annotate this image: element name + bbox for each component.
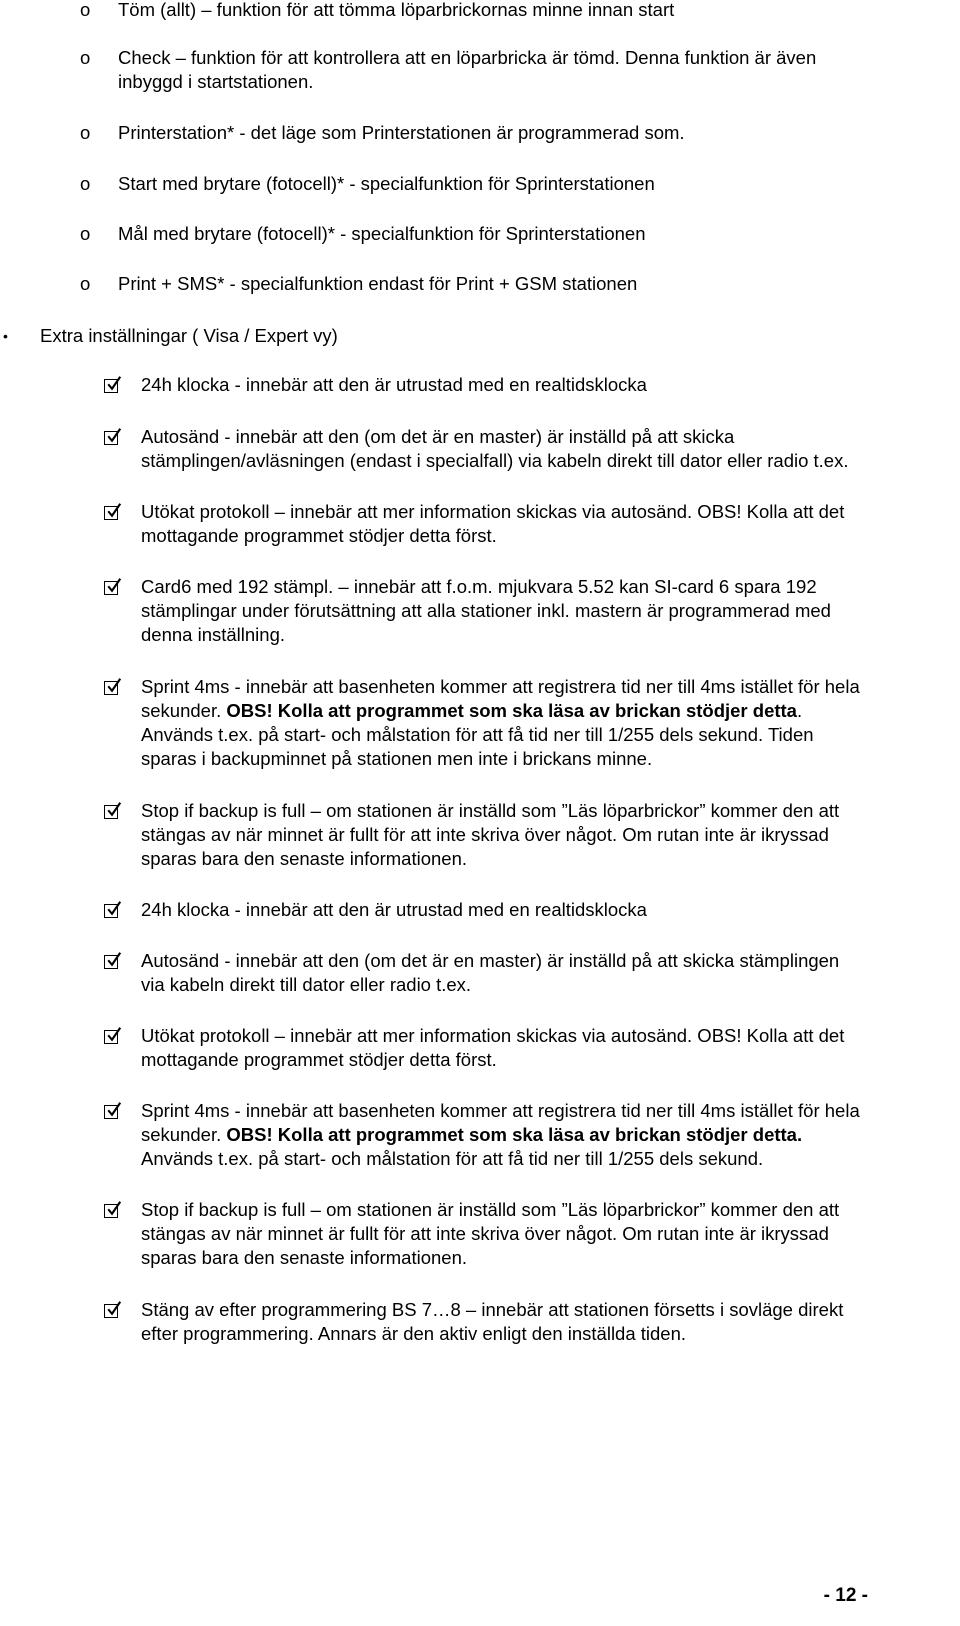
page-number: - 12 - bbox=[823, 1585, 868, 1606]
setting-description: mottagande programmet stödjer detta först. bbox=[141, 1049, 497, 1070]
section-heading: Extra inställningar ( Visa / Expert vy) bbox=[40, 325, 338, 346]
setting-description: Används t.ex. på start- och målstation för att få tid ner till 1/255 dels sekund. bbox=[141, 1148, 764, 1169]
setting-warning: OBS! Kolla att programmet som ska läsa av brickan stödjer detta bbox=[226, 700, 797, 721]
setting-description: Stop if backup is full – om stationen är inställd som ”Läs löparbrickor” kommer den att bbox=[141, 800, 840, 821]
checkbox-checked-icon bbox=[104, 1030, 118, 1044]
sub-item-text: Start med brytare (fotocell)* - specialfunktion för Sprinterstationen bbox=[118, 173, 655, 194]
setting-description-part: sekunder. bbox=[141, 1124, 227, 1145]
setting-description bbox=[141, 699, 802, 723]
sub-item-text: Mål med brytare (fotocell)* - specialfunktion för Sprinterstationen bbox=[118, 223, 646, 244]
checkbox-checked-icon bbox=[104, 1105, 118, 1119]
checkbox-checked-icon bbox=[104, 805, 118, 819]
setting-description: Används t.ex. på start- och målstation för att få tid ner till 1/255 dels sekund. Tiden bbox=[141, 724, 814, 745]
checkbox-checked-icon bbox=[104, 955, 118, 969]
setting-description: 24h klocka - innebär att den är utrustad med en realtidsklocka bbox=[141, 899, 647, 920]
sub-item-text: Print + SMS* - specialfunktion endast för Print + GSM stationen bbox=[118, 273, 638, 294]
sub-item-marker: o bbox=[80, 173, 91, 194]
sub-item-marker: o bbox=[80, 47, 91, 68]
setting-description: sparas bara den senaste informationen. bbox=[141, 1247, 468, 1268]
setting-description: Stäng av efter programmering BS 7…8 – innebär att stationen försetts i sovläge direkt bbox=[141, 1299, 844, 1320]
setting-description: stängas av när minnet är fullt för att inte skriva över något. Om rutan inte är ikryssad bbox=[141, 824, 829, 845]
setting-description: mottagande programmet stödjer detta först. bbox=[141, 525, 497, 546]
checkbox-checked-icon bbox=[104, 1204, 118, 1218]
setting-description: denna inställning. bbox=[141, 624, 285, 645]
setting-description bbox=[141, 1123, 802, 1147]
checkbox-checked-icon bbox=[104, 506, 118, 520]
setting-description: stängas av när minnet är fullt för att inte skriva över något. Om rutan inte är ikryssad bbox=[141, 1223, 829, 1244]
setting-description: Utökat protokoll – innebär att mer information skickas via autosänd. OBS! Kolla att det bbox=[141, 1025, 845, 1046]
sub-item-text: inbyggd i startstationen. bbox=[118, 71, 314, 92]
setting-description-part: . bbox=[796, 700, 803, 721]
sub-item-text: Check – funktion för att kontrollera att en löparbricka är tömd. Denna funktion är även bbox=[118, 47, 817, 68]
sub-item-text: Printerstation* - det läge som Printerstationen är programmerad som. bbox=[118, 122, 685, 143]
sub-item-marker: o bbox=[80, 273, 91, 294]
setting-description: Stop if backup is full – om stationen är inställd som ”Läs löparbrickor” kommer den att bbox=[141, 1199, 840, 1220]
setting-description: Card6 med 192 stämpl. – innebär att f.o.m. mjukvara 5.52 kan SI-card 6 spara 192 bbox=[141, 576, 817, 597]
setting-description: sparas bara den senaste informationen. bbox=[141, 848, 468, 869]
setting-description: Utökat protokoll – innebär att mer information skickas via autosänd. OBS! Kolla att det bbox=[141, 501, 845, 522]
setting-description: Autosänd - innebär att den (om det är en master) är inställd på att skicka bbox=[141, 426, 735, 447]
checkbox-checked-icon bbox=[104, 681, 118, 695]
setting-description: sparas i backupminnet på stationen men inte i brickans minne. bbox=[141, 748, 653, 769]
checkbox-checked-icon bbox=[104, 581, 118, 595]
setting-description: stämplingar under förutsättning att alla stationer inkl. mastern är programmerad med bbox=[141, 600, 831, 621]
setting-warning: OBS! Kolla att programmet som ska läsa av brickan stödjer detta. bbox=[226, 1124, 803, 1145]
setting-description: Autosänd - innebär att den (om det är en master) är inställd på att skicka stämplingen bbox=[141, 950, 840, 971]
checkbox-checked-icon bbox=[104, 431, 118, 445]
checkbox-checked-icon bbox=[104, 379, 118, 393]
sub-item-marker: o bbox=[80, 223, 91, 244]
setting-description: via kabeln direkt till dator eller radio t.ex. bbox=[141, 974, 472, 995]
setting-description: Sprint 4ms - innebär att basenheten kommer att registrera tid ner till 4ms istället för hela bbox=[141, 676, 860, 697]
setting-description: stämplingen/avläsningen (endast i specialfall) via kabeln direkt till dator eller radio t.ex. bbox=[141, 450, 849, 471]
checkbox-checked-icon bbox=[104, 1304, 118, 1318]
setting-description-part: sekunder. bbox=[141, 700, 227, 721]
bullet-icon: • bbox=[3, 328, 8, 344]
sub-item-marker: o bbox=[80, 0, 91, 20]
setting-description: Sprint 4ms - innebär att basenheten kommer att registrera tid ner till 4ms istället för hela bbox=[141, 1100, 860, 1121]
sub-item-marker: o bbox=[80, 122, 91, 143]
sub-item-text: Töm (allt) – funktion för att tömma löparbrickornas minne innan start bbox=[118, 0, 675, 20]
setting-description: 24h klocka - innebär att den är utrustad med en realtidsklocka bbox=[141, 374, 647, 395]
setting-description: efter programmering. Annars är den aktiv enligt den inställda tiden. bbox=[141, 1323, 687, 1344]
checkbox-checked-icon bbox=[104, 904, 118, 918]
